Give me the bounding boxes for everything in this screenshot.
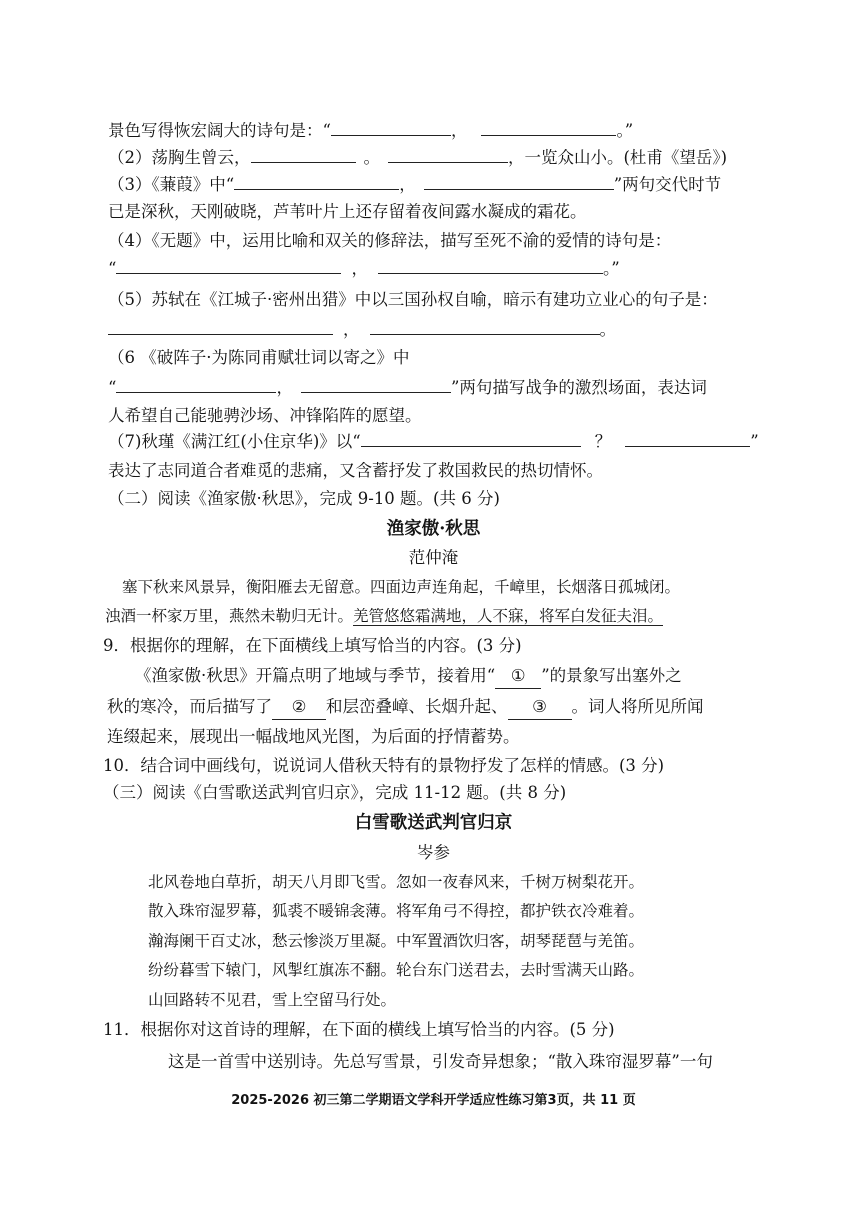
section-2-heading: （二）阅读《渔家傲·秋思》，完成 9-10 题。(共 6 分) [108, 489, 500, 508]
blank-2[interactable]: ② [272, 695, 326, 720]
page-footer: 2025-2026 初三第二学期语文学科开学适应性练习第3页，共 11 页 [231, 1093, 636, 1108]
answer-blank[interactable] [625, 432, 750, 447]
line-13: 表达了志同道合者难觅的悲痛，又含蓄抒发了救国救民的热切情怀。 [108, 461, 603, 480]
answer-blank[interactable] [361, 432, 581, 447]
blank-3[interactable]: ③ [508, 695, 572, 720]
poem-2-title: 白雪歌送武判官归京 [354, 813, 513, 833]
line-4: 已是深秋，天刚破晓，芦苇叶片上还存留着夜间露水凝成的霜花。 [108, 202, 587, 221]
poem-1-line-2: 浊酒一杯家万里，燕然未勒归无计。羌管悠悠霜满地，人不寐，将军白发征夫泪。 [105, 607, 664, 625]
question-11-line-1: 这是一首雪中送别诗。先总写雪景，引发奇异想象；“散入珠帘湿罗幕”一句 [168, 1052, 713, 1071]
poem-2-line-5: 山回路转不见君，雪上空留马行处。 [148, 991, 397, 1009]
poem-2-line-1: 北风卷地白草折，胡天八月即飞雪。忽如一夜春风来，千树万树梨花开。 [148, 873, 645, 891]
answer-blank[interactable] [116, 259, 341, 274]
question-10: 10．结合词中画线句，说说词人借秋天特有的景物抒发了怎样的情感。(3 分) [103, 756, 665, 775]
answer-blank[interactable] [370, 320, 600, 335]
line-3: （3）《蒹葭》中“ ， ”两句交代时节 [108, 175, 722, 194]
line-1: 景色写得恢宏阔大的诗句是：“ ， 。” [108, 121, 634, 140]
answer-blank[interactable] [251, 148, 356, 163]
answer-blank[interactable] [481, 121, 616, 136]
question-9-stem: 9．根据你的理解，在下面横线上填写恰当的内容。(3 分) [103, 636, 522, 655]
question-9-line-2: 秋的寒冷，而后描写了 ② 和层峦叠嶂、长烟升起、 ③ 。词人将所见所闻 [107, 695, 704, 720]
line-8: ， 。 [108, 318, 616, 342]
blank-1[interactable]: ① [495, 664, 541, 689]
line-12: （7)秋瑾《满江红(小住京华)》以“ ？ ” [108, 432, 759, 451]
answer-blank[interactable] [388, 148, 508, 163]
question-9-line-3: 连缀起来，展现出一幅战地风光图，为后面的抒情蓄势。 [107, 727, 520, 746]
line-2: （2）荡胸生曾云， 。 ，一览众山小。(杜甫《望岳》) [108, 148, 728, 167]
line-11: 人希望自己能驰骋沙场、冲锋陷阵的愿望。 [108, 406, 422, 425]
poem-2-author: 岑参 [417, 843, 450, 862]
answer-blank[interactable] [301, 378, 451, 393]
line-6: “ ， 。” [108, 259, 620, 278]
poem-1-line-1: 塞下秋来风景异，衡阳雁去无留意。四面边声连角起，千嶂里，长烟落日孤城闭。 [122, 578, 681, 596]
answer-blank[interactable] [331, 121, 451, 136]
underlined-sentence: 羌管悠悠霜满地，人不寐，将军白发征夫泪。 [353, 607, 664, 625]
answer-blank[interactable] [108, 320, 333, 335]
poem-1-author: 范仲淹 [408, 548, 459, 567]
poem-2-line-4: 纷纷暮雪下辕门，风掣红旗冻不翻。轮台东门送君去，去时雪满天山路。 [148, 961, 645, 979]
question-9-line-1: 《渔家傲·秋思》开篇点明了地域与季节，接着用“ ① ”的景象写出塞外之 [135, 664, 682, 689]
question-11-stem: 11．根据你对这首诗的理解，在下面的横线上填写恰当的内容。(5 分) [103, 1020, 615, 1039]
line-10: “ ， ”两句描写战争的激烈场面，表达词 [108, 378, 707, 397]
poem-2-line-2: 散入珠帘湿罗幕，狐裘不暖锦衾薄。将军角弓不得控，都护铁衣冷难着。 [148, 902, 645, 920]
line-7: （5）苏轼在《江城子·密州出猎》中以三国孙权自喻，暗示有建功立业心的句子是： [108, 290, 718, 309]
poem-2-line-3: 瀚海阑干百丈冰，愁云惨淡万里凝。中军置酒饮归客，胡琴琵琶与羌笛。 [148, 932, 645, 950]
answer-blank[interactable] [424, 175, 614, 190]
answer-blank[interactable] [234, 175, 399, 190]
line-5: （4）《无题》中，运用比喻和双关的修辞法，描写至死不渝的爱情的诗句是： [108, 231, 672, 250]
line-9: （6 《破阵子·为陈同甫赋壮词以寄之》中 [108, 348, 410, 367]
poem-1-title: 渔家傲·秋思 [386, 519, 481, 539]
answer-blank[interactable] [378, 259, 603, 274]
answer-blank[interactable] [116, 378, 276, 393]
section-3-heading: （三）阅读《白雪歌送武判官归京》，完成 11-12 题。(共 8 分) [103, 783, 567, 802]
